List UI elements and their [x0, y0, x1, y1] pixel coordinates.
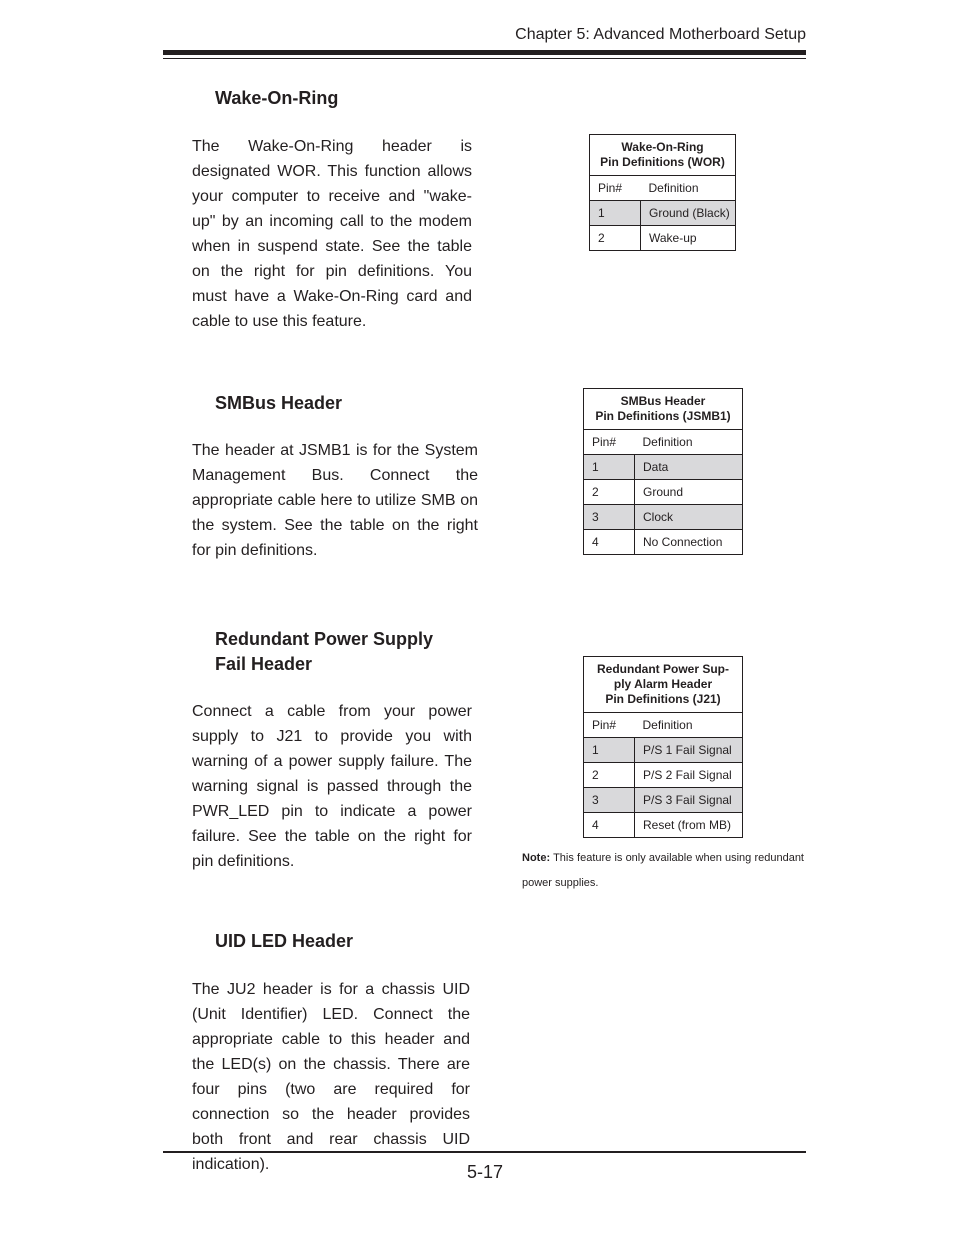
note-label: Note: — [522, 852, 551, 864]
j21-table-title-line-2: ply Alarm Header — [613, 677, 713, 691]
pin-column-header: Pin# — [590, 176, 641, 201]
chapter-header: Chapter 5: Advanced Motherboard Setup — [515, 26, 806, 43]
definition-cell: Ground (Black) — [641, 201, 736, 226]
pin-cell: 1 — [590, 201, 641, 226]
page-number: 5-17 — [466, 1162, 504, 1182]
wor-table-title — [590, 135, 736, 176]
redundant-power-note — [522, 846, 804, 896]
pin-cell: 3 — [584, 788, 635, 813]
j21-table-title-line-3: Pin Definitions (J21) — [605, 692, 721, 706]
j21-table-title — [584, 657, 743, 713]
pin-cell: 4 — [584, 813, 635, 838]
wake-on-ring-heading: Wake-On-Ring — [215, 88, 339, 108]
wake-on-ring-body: The Wake-On-Ring header is designated WOR. This function allows your computer to receive and "wake-up" by an incoming call to the modem when in suspend state. See the table on the right for pin definitions. You must have a Wake-On-Ring card and cable to use this feature. — [192, 138, 472, 330]
table-row — [584, 480, 743, 505]
definition-column-header: Definition — [635, 430, 743, 455]
pin-cell: 4 — [584, 530, 635, 555]
jsmb1-table-title-line-2: Pin Definitions (JSMB1) — [595, 409, 731, 423]
definition-cell: P/S 3 Fail Signal — [635, 788, 743, 813]
jsmb1-table-title-line-1: SMBus Header — [620, 394, 706, 408]
header-rule-thick — [163, 50, 806, 55]
definition-cell: P/S 1 Fail Signal — [635, 738, 743, 763]
definition-cell: Wake-up — [641, 226, 736, 251]
definition-cell: No Connection — [635, 530, 743, 555]
table-row — [584, 788, 743, 813]
table-row — [584, 455, 743, 480]
table-row — [590, 226, 736, 251]
redundant-power-body: Connect a cable from your power supply to J21 to provide you with warning of a power supply failure. The warning signal is passed through the PWR_LED pin to indicate a power failure. See the table on the right for pin definitions. — [192, 703, 472, 870]
header-rule-thin — [163, 58, 806, 59]
table-row — [584, 813, 743, 838]
pin-cell: 1 — [584, 455, 635, 480]
table-row — [584, 505, 743, 530]
redundant-power-heading-line-2: Fail Header — [215, 654, 313, 674]
redundant-power-heading-line-1: Redundant Power Supply — [215, 629, 434, 649]
redundant-power-heading — [215, 627, 433, 677]
uid-led-heading: UID LED Header — [215, 931, 354, 951]
definition-cell: Clock — [635, 505, 743, 530]
table-row — [584, 763, 743, 788]
pin-cell: 3 — [584, 505, 635, 530]
definition-column-header: Definition — [641, 176, 736, 201]
jsmb1-table-title — [584, 389, 743, 430]
pin-cell: 2 — [584, 480, 635, 505]
table-row — [584, 530, 743, 555]
pin-cell: 2 — [584, 763, 635, 788]
note-text: This feature is only available when using redundant power supplies. — [522, 852, 804, 889]
pin-column-header: Pin# — [584, 430, 635, 455]
pin-column-header: Pin# — [584, 713, 635, 738]
definition-cell: Data — [635, 455, 743, 480]
footer-rule — [163, 1151, 806, 1153]
j21-pin-table — [583, 656, 743, 838]
table-row — [584, 738, 743, 763]
definition-column-header: Definition — [635, 713, 743, 738]
wor-pin-table — [589, 134, 736, 251]
uid-led-body: The JU2 header is for a chassis UID (Unit Identifier) LED. Connect the appropriate cable to this header and the LED(s) on the chassis. There are four pins (two are required for connection so the header provides both front and rear chassis UID indication). — [192, 981, 470, 1173]
definition-cell: Ground — [635, 480, 743, 505]
smbus-body: The header at JSMB1 is for the System Management Bus. Connect the appropriate cable here to utilize SMB on the system. See the table on the right for pin definitions. — [192, 442, 478, 559]
definition-cell: Reset (from MB) — [635, 813, 743, 838]
pin-cell: 1 — [584, 738, 635, 763]
smbus-heading: SMBus Header — [215, 393, 343, 413]
pin-cell: 2 — [590, 226, 641, 251]
table-row — [590, 201, 736, 226]
j21-table-title-line-1: Redundant Power Sup- — [597, 662, 729, 676]
wor-table-title-line-2: Pin Definitions (WOR) — [600, 155, 725, 169]
jsmb1-pin-table — [583, 388, 743, 555]
wor-table-title-line-1: Wake-On-Ring — [621, 140, 704, 154]
definition-cell: P/S 2 Fail Signal — [635, 763, 743, 788]
